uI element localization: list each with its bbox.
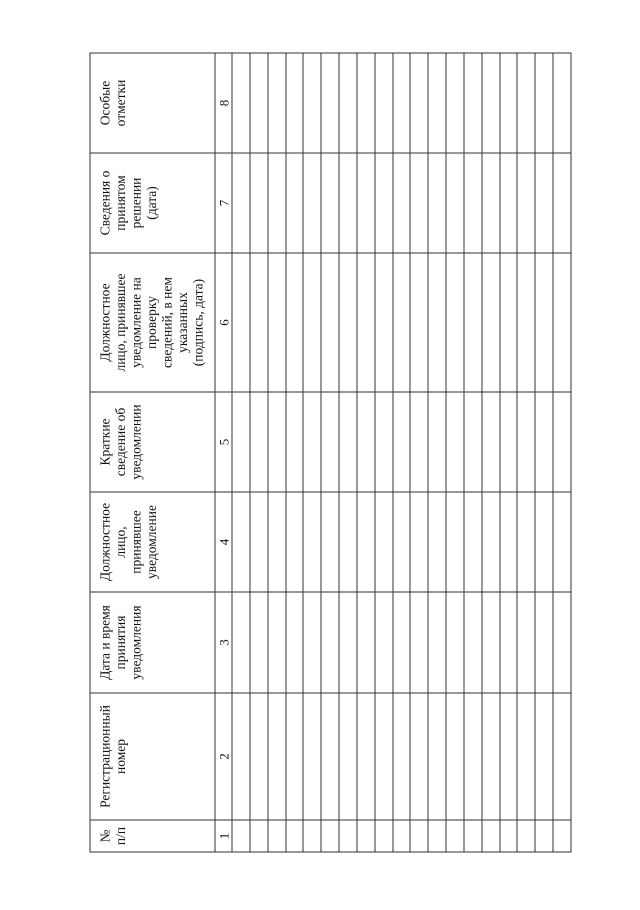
column-number-text: 5	[216, 438, 232, 446]
column-number	[217, 833, 232, 840]
column-number	[217, 639, 232, 646]
column-header-line: Краткие	[97, 418, 113, 466]
column-header-line: принявшее	[128, 510, 144, 574]
column-number-text: 8	[216, 99, 232, 107]
column-header-line: проверку	[144, 296, 159, 349]
table-grid	[90, 53, 571, 852]
column-header-line: Особые	[97, 80, 113, 126]
column-header	[98, 273, 206, 371]
column-header	[98, 170, 160, 235]
column-header	[98, 827, 129, 845]
column-header-line: (подпись, дата)	[190, 278, 206, 367]
column-number	[217, 538, 232, 545]
column-header-line: лицо,	[113, 526, 128, 558]
column-header-line: указанных	[175, 292, 190, 353]
column-header-line: уведомление	[144, 505, 159, 579]
column-number	[217, 199, 232, 206]
column-header-line: уведомление на	[128, 277, 144, 368]
column-number-text: 7	[216, 199, 232, 207]
column-header	[98, 605, 144, 680]
column-header-line: уведомлении	[128, 404, 144, 480]
column-header-line: номер	[113, 738, 128, 775]
column-number-text: 1	[216, 832, 232, 840]
column-header	[98, 80, 129, 127]
column-number-text: 3	[216, 639, 232, 646]
column-number-text: 4	[216, 538, 232, 546]
column-header-line: Должностное	[97, 502, 113, 582]
table-border	[90, 53, 571, 852]
column-header-line: лицо, принявшее	[113, 273, 128, 372]
column-header-line: Должностное	[97, 283, 113, 362]
column-header-line: принятия	[113, 615, 128, 670]
column-header-line: Регистрационный	[97, 705, 113, 808]
column-header-line: Сведения о	[97, 170, 113, 236]
column-header-line: сведений, в нем	[159, 277, 175, 368]
column-header-line: уведомления	[128, 605, 144, 680]
column-number-text: 2	[216, 753, 232, 760]
column-header-line: №	[97, 829, 113, 843]
column-number	[217, 753, 232, 760]
column-header	[98, 503, 160, 581]
column-header-line: принятом	[113, 175, 128, 231]
column-header-line: сведение об	[113, 407, 128, 477]
column-header-line: отметки	[113, 79, 128, 127]
column-number-text: 6	[216, 319, 232, 326]
column-header	[98, 404, 144, 479]
column-number	[217, 319, 232, 326]
column-header-line: Дата и время	[97, 605, 113, 680]
column-number	[217, 100, 232, 107]
column-header-line: п/п	[113, 826, 128, 846]
column-header-line: (дата)	[144, 186, 159, 220]
column-header	[98, 705, 129, 808]
column-number	[217, 439, 232, 446]
column-header-line: решении	[128, 177, 144, 229]
